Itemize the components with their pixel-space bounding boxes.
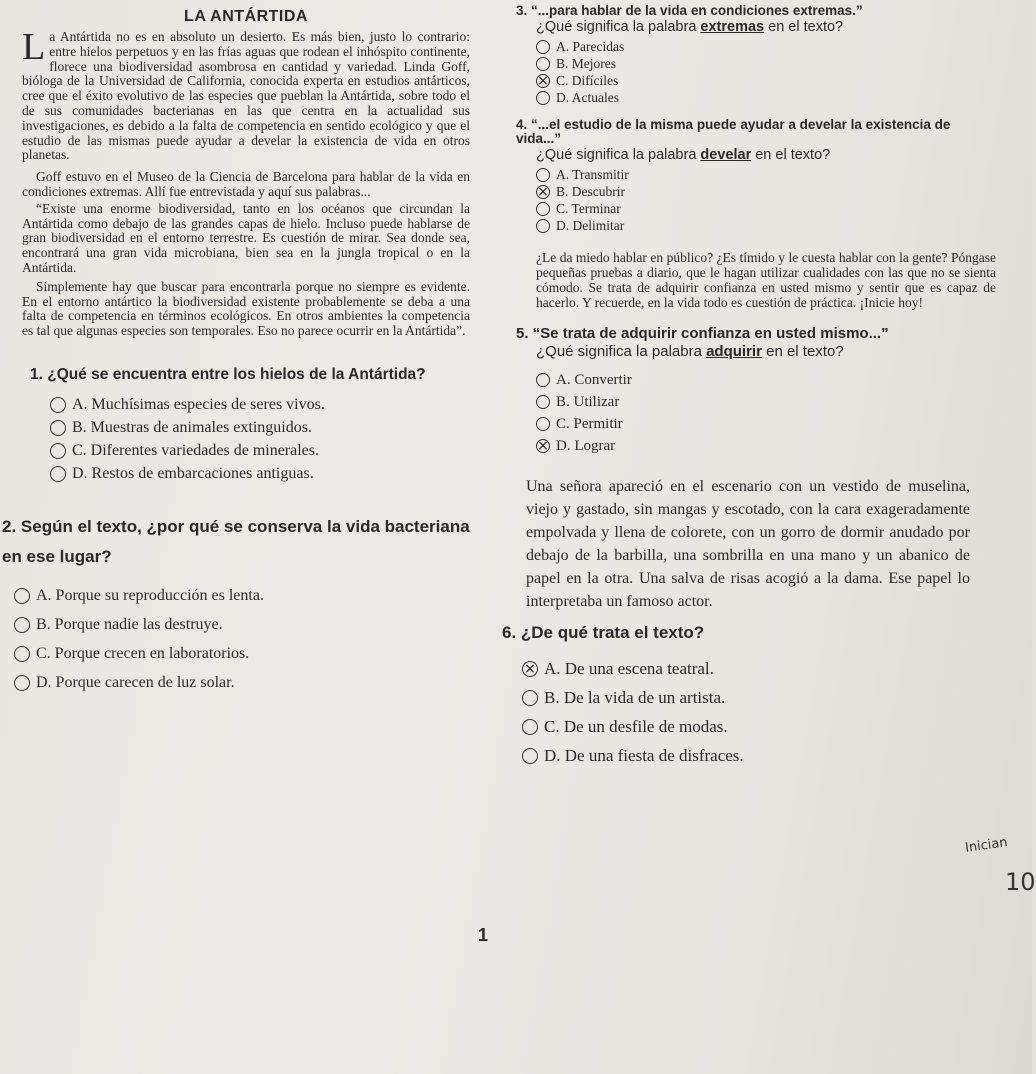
article-body: [22, 26, 470, 339]
q4-option-d[interactable]: D. Delimitar: [536, 217, 996, 234]
left-column: [2, 8, 470, 698]
question-3-options: [516, 38, 996, 106]
handwritten-margin-note: Inician: [964, 835, 1009, 856]
answer-bubble[interactable]: [522, 719, 538, 735]
question-4-quote: 4. “...el estudio de la misma puede ayudar a develar la existencia de vida...”: [516, 117, 951, 146]
q4-option-a[interactable]: A. Transmitir: [536, 166, 996, 183]
answer-bubble-marked[interactable]: [536, 74, 550, 88]
article-paragraph-3: “Existe una enorme biodiversidad, tanto en los océanos que circundan la Antártida como debajo de las grandes capas de hielo. Incluso puede hablarse de gran biodiversidad en el entorno terrestre. Es cuestión de mirar. Sea donde sea, encontrará una gran vida microbiana, bien sea en la jungla tropical o en la Antártida.: [22, 200, 470, 275]
question-6-prompt: 6. ¿De qué trata el texto?: [502, 623, 705, 642]
answer-bubble-marked[interactable]: [522, 661, 538, 677]
question-6-options: [502, 654, 996, 770]
q5-option-c[interactable]: C. Permitir: [536, 413, 996, 435]
answer-bubble[interactable]: [522, 690, 538, 706]
question-1-prompt: 1. ¿Qué se encuentra entre los hielos de la Antártida?: [30, 365, 426, 383]
q6-option-d[interactable]: D. De una fiesta de disfraces.: [522, 741, 996, 770]
answer-bubble[interactable]: [536, 40, 550, 54]
q2-option-d[interactable]: D. Porque carecen de luz solar.: [14, 669, 470, 698]
q1-option-d[interactable]: D. Restos de embarcaciones antiguas.: [50, 463, 470, 486]
q2-option-b[interactable]: B. Porque nadie las destruye.: [14, 611, 470, 640]
question-2-prompt: 2. Según el texto, ¿por qué se conserva la vida bacteriana en ese lugar?: [2, 516, 470, 566]
answer-bubble[interactable]: [14, 617, 30, 633]
answer-bubble-marked[interactable]: [536, 185, 550, 199]
q1-option-b[interactable]: B. Muestras de animales extinguidos.: [50, 417, 470, 440]
target-word: adquirir: [706, 343, 762, 360]
drop-cap: L: [22, 26, 46, 68]
answer-bubble[interactable]: [536, 395, 550, 409]
q5-option-b[interactable]: B. Utilizar: [536, 391, 996, 413]
question-6: [502, 623, 996, 770]
answer-bubble[interactable]: [14, 646, 30, 662]
question-3: [516, 4, 996, 106]
target-word: develar: [700, 147, 752, 163]
article-paragraph-2: Goff estuvo en el Museo de la Ciencia de Barcelona para hablar de la vida en condiciones extremas. Allí fue entrevistada y aquí sus palabras...: [22, 169, 470, 199]
q6-option-c[interactable]: C. De un desfile de modas.: [522, 712, 996, 741]
q3-option-b[interactable]: B. Mejores: [536, 55, 996, 72]
question-1: [22, 365, 470, 486]
answer-bubble[interactable]: [536, 57, 550, 71]
answer-bubble[interactable]: [522, 748, 538, 764]
answer-bubble[interactable]: [536, 219, 550, 233]
question-2: [2, 512, 470, 698]
q4-option-c[interactable]: C. Terminar: [536, 200, 996, 217]
q4-option-b[interactable]: × B. Descubrir: [536, 183, 996, 200]
passage-2: ¿Le da miedo hablar en público? ¿Es tímido y le cuesta hablar con la gente? Póngase pequeñas pruebas a diario, que le hagan utilizar cualidades con las que no se sienta cómodo. Se trata de adquirir confianza en usted mismo y sentir que es capaz de hacerlo. Y recuerde, en la vida todo es cuestión de práctica. ¡Inicie hoy!: [536, 250, 996, 310]
answer-bubble[interactable]: [50, 443, 66, 459]
answer-bubble[interactable]: [14, 675, 30, 691]
answer-bubble[interactable]: [14, 588, 30, 604]
answer-bubble[interactable]: [536, 417, 550, 431]
passage-3: Una señora apareció en el escenario con un vestido de muselina, viejo y gastado, sin mangas y escotado, con la cara exageradamente empolvada y llena de colorete, con un gorro de dormir anudado por debajo de la barbilla, una sombrilla en una mano y un abanico de papel en la otra. Una salva de risas acogió a la dama. Ese papel lo interpretaba un famoso actor.: [526, 478, 970, 610]
question-3-quote: 3. “...para hablar de la vida en condiciones extremas.”: [516, 3, 863, 18]
question-5-options: [516, 369, 996, 457]
answer-bubble[interactable]: [536, 91, 550, 105]
q3-option-d[interactable]: D. Actuales: [536, 89, 996, 106]
q2-option-c[interactable]: C. Porque crecen en laboratorios.: [14, 640, 470, 669]
article-title: LA ANTÁRTIDA: [184, 8, 308, 25]
q6-option-a[interactable]: × A. De una escena teatral.: [522, 654, 996, 683]
question-2-options: [2, 582, 470, 698]
q5-option-d[interactable]: × D. Lograr: [536, 435, 996, 457]
answer-bubble[interactable]: [50, 420, 66, 436]
question-3-prompt: ¿Qué significa la palabra extremas en el texto?: [536, 19, 844, 35]
margin-number: 10: [1005, 868, 1036, 896]
q6-option-b[interactable]: B. De la vida de un artista.: [522, 683, 996, 712]
answer-bubble[interactable]: [50, 466, 66, 482]
answer-bubble-marked[interactable]: [536, 439, 550, 453]
answer-bubble[interactable]: [536, 373, 550, 387]
q1-option-a[interactable]: A. Muchísimas especies de seres vivos.: [50, 394, 470, 417]
question-5: [516, 324, 996, 457]
article-paragraph-4: Simplemente hay que buscar para encontrarla porque no siempre es evidente. En el entorno antártico la biodiversidad existente probablemente se deba a una falta de competencia en términos ecológicos. En otros ambientes la competencia es tal que algunas especies son temporales. Eso no parece ocurrir en la Antártida”.: [22, 278, 470, 339]
target-word: extremas: [700, 19, 765, 35]
question-1-options: [22, 394, 470, 486]
answer-bubble[interactable]: [536, 202, 550, 216]
q2-option-a[interactable]: A. Porque su reproducción es lenta.: [14, 582, 470, 611]
q3-option-c[interactable]: × C. Difíciles: [536, 72, 996, 89]
article-paragraph-1: La Antártida no es en absoluto un desierto. Es más bien, justo lo contrario: entre hielos perpetuos y en las frías aguas que rodean el inhóspito continente, florece una biodiversidad asombrosa en cantidad y variedad. Linda Goff, bióloga de la Universidad de California, conocida experta en estudios antárticos, cree que el éxito evolutivo de las especies que pueblan la Antártida, sobre todo el de sus comunidades bacterianas en las que centra en la actualidad sus investigaciones, es debido a la falta de competencia en sentido ecológico y que el estudio de las mismas puede ayudar a develar la existencia de vida en otros planetas.: [22, 26, 470, 163]
q3-option-a[interactable]: A. Parecidas: [536, 38, 996, 55]
answer-bubble[interactable]: [50, 397, 66, 413]
page-number: 1: [478, 925, 489, 945]
answer-bubble[interactable]: [536, 168, 550, 182]
question-4-prompt: ¿Qué significa la palabra develar en el texto?: [536, 147, 831, 163]
q1-option-c[interactable]: C. Diferentes variedades de minerales.: [50, 440, 470, 463]
question-5-prompt: ¿Qué significa la palabra adquirir en el texto?: [536, 343, 844, 360]
question-4: [516, 118, 996, 234]
question-5-quote: 5. “Se trata de adquirir confianza en usted mismo...”: [516, 325, 889, 342]
right-column: [502, 3, 996, 770]
q5-option-a[interactable]: A. Convertir: [536, 369, 996, 391]
question-4-options: [516, 166, 996, 234]
